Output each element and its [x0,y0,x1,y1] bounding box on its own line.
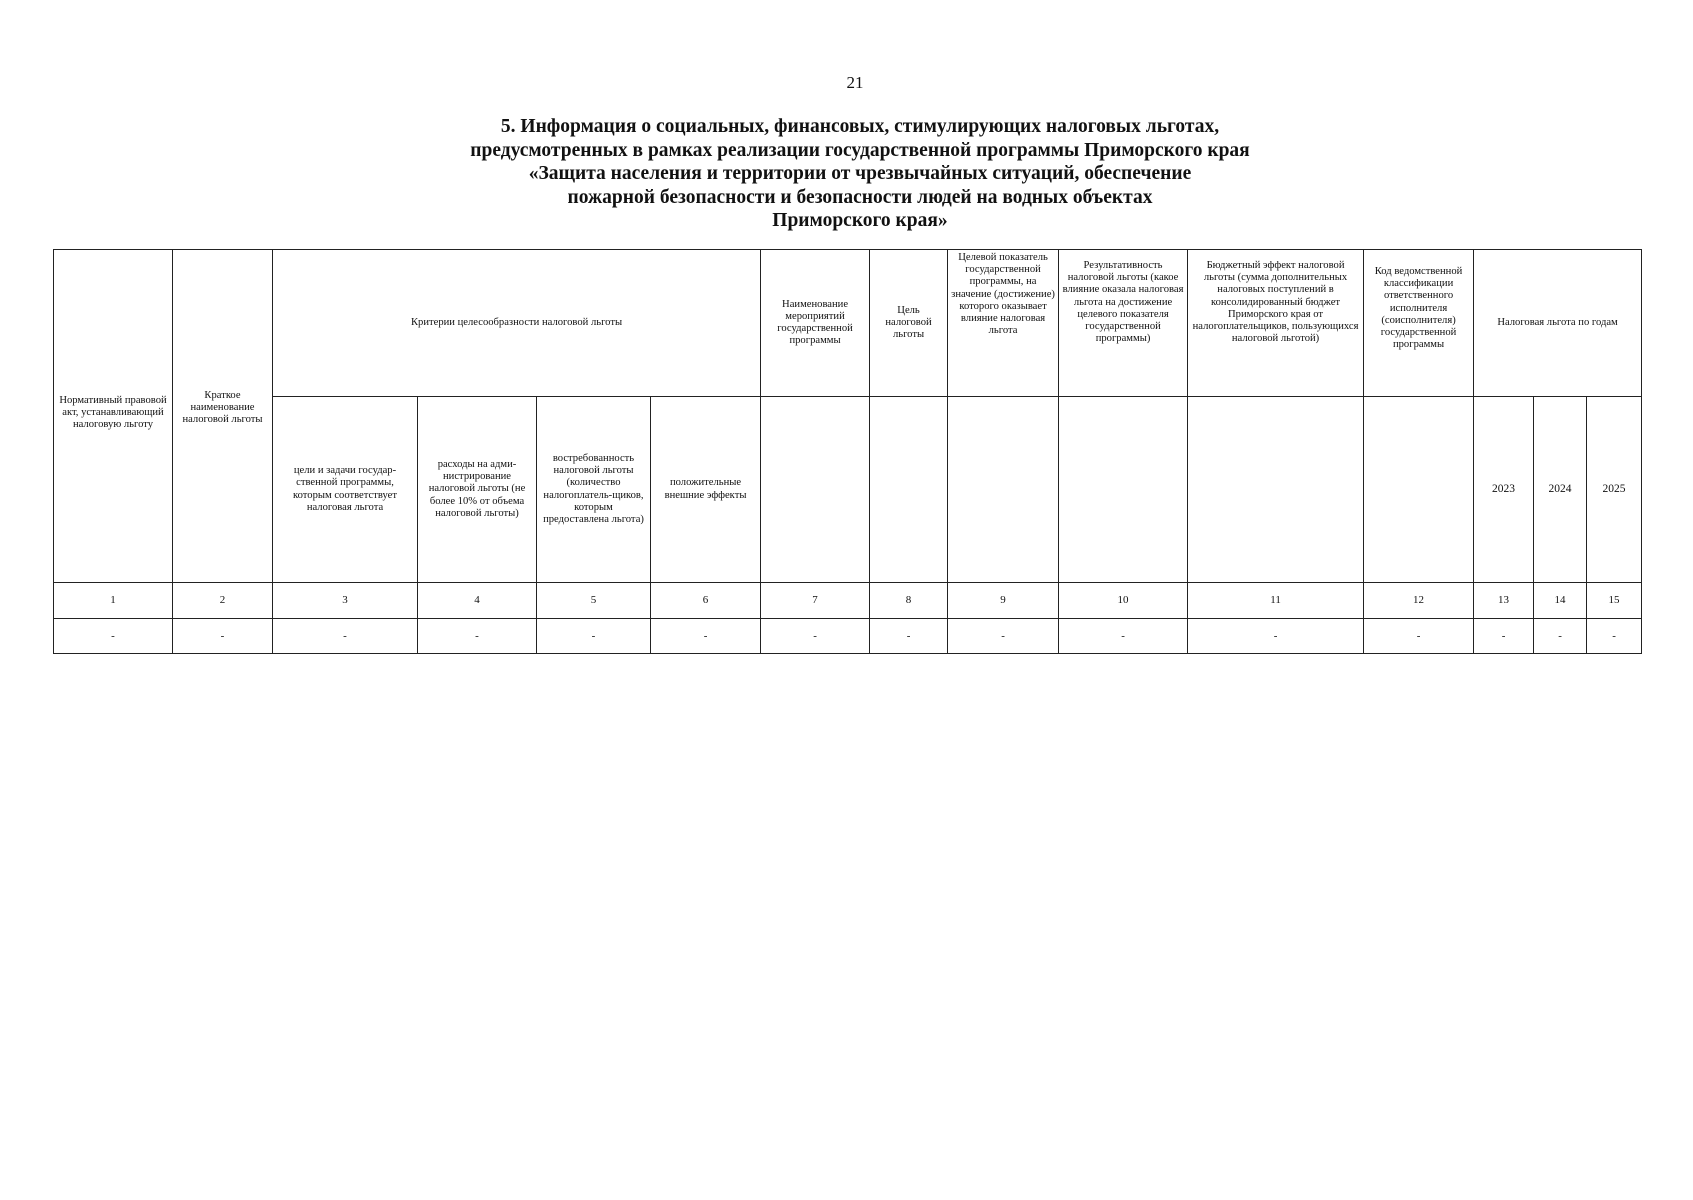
column-number: 10 [1059,583,1188,619]
column-number: 13 [1474,583,1534,619]
title-line-3: «Защита населения и территории от чрезвычайных ситуаций, обеспечение [528,163,1192,184]
column-number: 6 [651,583,761,619]
page-number: 21 [846,73,864,92]
table-cell: - [1587,619,1642,654]
header-budget-effect: Бюджетный эффект налоговой льготы (сумма дополнительных налоговых поступлений в консолидированный бюджет Приморского края от налогоплательщиков, пользующихся налоговой льготой) [1188,250,1364,397]
table-cell: - [1364,619,1474,654]
column-number: 5 [537,583,651,619]
header-effectiveness: Результативность налоговой льготы (какое влияние оказала налоговая льгота на достижение целевого показателя государственной программы) [1059,250,1188,397]
header-department-code: Код ведомственной классификации ответственного исполнителя (соисполнителя) государственной программы [1364,250,1474,397]
table-cell: - [651,619,761,654]
table-cell: - [948,619,1059,654]
header-target-indicator: Целевой показатель государственной программы, на значение (достижение) которого оказывает влияние налоговая льгота [948,250,1059,397]
column-numbers-row [54,583,1642,619]
header-year-2023: 2023 [1474,397,1534,583]
table-cell: - [870,619,948,654]
table-cell: - [1474,619,1534,654]
table-row [54,619,1642,654]
table-cell: - [537,619,651,654]
header-empty-12 [1364,397,1474,583]
table-cell: - [273,619,418,654]
tax-benefits-table [53,249,1642,654]
column-number: 7 [761,583,870,619]
header-short-name: Краткое наименование налоговой льготы [173,250,273,583]
table-cell: - [1534,619,1587,654]
column-number: 3 [273,583,418,619]
title-line-5: Приморского края» [772,210,948,231]
table-cell: - [173,619,273,654]
header-empty-11 [1188,397,1364,583]
title-line-1: 5. Информация о социальных, финансовых, стимулирующих налоговых льготах, [500,116,1220,137]
document-title [330,115,1390,233]
column-number: 12 [1364,583,1474,619]
header-measures: Наименование мероприятий государственной программы [761,250,870,397]
title-line-4: пожарной безопасности и безопасности людей на водных объектах [567,186,1153,208]
column-number: 9 [948,583,1059,619]
header-year-2024: 2024 [1534,397,1587,583]
column-number: 1 [54,583,173,619]
header-empty-9 [948,397,1059,583]
header-benefit-goal: Цель налоговой льготы [870,250,948,397]
header-empty-8 [870,397,948,583]
table-cell: - [54,619,173,654]
header-empty-7 [761,397,870,583]
header-year-2025: 2025 [1587,397,1642,583]
header-criteria-group: Критерии целесообразности налоговой льготы [273,250,761,397]
table-cell: - [1059,619,1188,654]
header-demand: востребованность налоговой льготы (количество налогоплатель-щиков, которым предоставлена льгота) [537,397,651,583]
header-external-effects: положительные внешние эффекты [651,397,761,583]
header-empty-10 [1059,397,1188,583]
title-line-2: предусмотренных в рамках реализации государственной программы Приморского края [470,139,1250,161]
table-cell: - [418,619,537,654]
header-normative-act: Нормативный правовой акт, устанавливающий налоговую льготу [54,250,173,583]
table-cell: - [1188,619,1364,654]
column-number: 2 [173,583,273,619]
header-years-group: Налоговая льгота по годам [1474,250,1642,397]
column-number: 15 [1587,583,1642,619]
column-number: 4 [418,583,537,619]
header-goals-objectives: цели и задачи государ-ственной программы, которым соответствует налоговая льгота [273,397,418,583]
table-cell: - [761,619,870,654]
header-admin-costs: расходы на адми-нистрирование налоговой льготы (не более 10% от объема налоговой льготы) [418,397,537,583]
column-number: 14 [1534,583,1587,619]
column-number: 8 [870,583,948,619]
column-number: 11 [1188,583,1364,619]
